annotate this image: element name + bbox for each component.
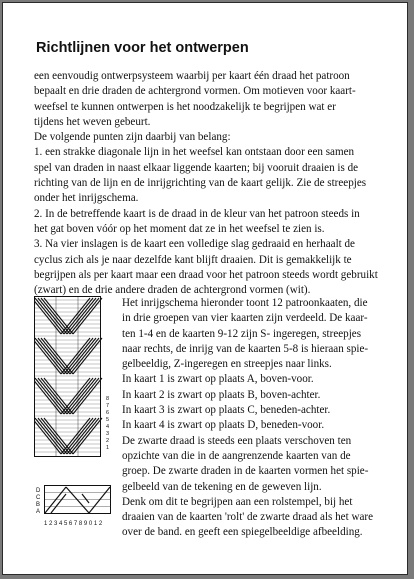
threading-diagram: [34, 296, 118, 536]
row-number: 7: [106, 403, 110, 409]
explanation-line: gelbeeld van de tekening en de geweven lijn.: [122, 480, 322, 493]
explanation-line: Denk om dit te begrijpen aan een rolstempel, bij het: [122, 495, 353, 508]
intro-line: onder het inrijgschema.: [34, 192, 139, 205]
row-number: 5: [106, 417, 110, 423]
explanation-line: In kaart 4 is zwart op plaats D, beneden-voor.: [122, 419, 325, 432]
explanation-text: [122, 296, 394, 541]
row-number: 6: [106, 410, 110, 416]
intro-line: begrijpen als per kaart maar een draad voor het patroon steeds wordt gebruikt: [34, 268, 378, 281]
explanation-line: De zwarte draad is steeds een plaats verschoven ten: [122, 434, 352, 447]
explanation-line: In kaart 3 is zwart op plaats C, beneden-achter.: [122, 404, 331, 417]
explanation-line: naar rechts, de inrijg van de kaarten 5-8 is hieraan spie-: [122, 342, 369, 355]
intro-line: een eenvoudig ontwerpsysteem waarbij per kaart één draad het patroon: [34, 70, 350, 82]
intro-line: (zwart) en de drie andere draden de achtergrond vormen (wit).: [34, 284, 311, 297]
threading-label: A: [36, 509, 41, 515]
intro-line: richting van de lijn en de inrijgrichting van de kaart gelijk. Zie de streepjes: [34, 177, 367, 190]
explanation-line: over de band. en geeft een spiegelbeeldige afbeelding.: [122, 526, 363, 539]
intro-line: 1. een strakke diagonale lijn in het weefsel kan ontstaan door een samen: [34, 146, 355, 159]
intro-line: De volgende punten zijn daarbij van belang:: [34, 131, 231, 144]
explanation-line: In kaart 2 is zwart op plaats B, boven-achter.: [122, 388, 321, 401]
row-number: 2: [106, 438, 110, 444]
intro-line: weefsel te kunnen ontwerpen is het noodzakelijk te begrijpen wat er: [34, 100, 336, 113]
threading-line: [82, 494, 89, 503]
explanation-line: draaien van de kaarten 'rolt' de zwarte draad als het ware: [122, 511, 374, 524]
intro-line: 3. Na vier inslagen is de kaart een volledige slag gedraaid en herhaalt de: [34, 238, 355, 251]
threading-label: B: [36, 502, 41, 508]
threading-label: C: [36, 495, 41, 501]
row-number: 3: [106, 431, 110, 437]
threading-line: [66, 487, 89, 513]
pattern-bands: [34, 297, 102, 457]
explanation-line: groep. De zwarte draden in de kaarten vormen het spie-: [122, 465, 369, 478]
threading-label: D: [36, 488, 41, 494]
explanation-line: ten 1-4 en de kaarten 9-12 zijn S- ingeregen, streepjes: [122, 327, 362, 340]
intro-line: tijdens het weven gebeurt.: [34, 115, 151, 128]
threading-chart: [45, 486, 111, 514]
intro-line: bepaalt en drie draden de achtergrond vormen. Om motieven voor kaart-: [34, 85, 356, 98]
explanation-line: opzichte van die in de aangrenzende kaarten van de: [122, 449, 351, 462]
intro-text: [34, 69, 392, 298]
explanation-line: Het inrijgschema hieronder toont 12 patroonkaaten, die: [122, 297, 368, 309]
threading-labels: [36, 488, 41, 515]
row-numbers: [106, 396, 109, 451]
intro-line: spel van draden in naast elkaar liggende kaarten; bij vooruit draaien is de: [34, 161, 359, 174]
row-number: 1: [106, 445, 110, 451]
row-number: 8: [106, 396, 110, 402]
threading-marks: [45, 487, 111, 513]
explanation-line: gelbeeldig, Z-ingeregen en streepjes naar links.: [122, 358, 332, 371]
threading-line: [45, 487, 66, 513]
intro-line: het gat boven vóór op het moment dat ze in het weefsel te zien is.: [34, 222, 325, 235]
page-heading: Richtlijnen voor het ontwerpen: [36, 40, 249, 56]
document-page: [2, 2, 408, 575]
explanation-line: in drie groepen van vier kaarten zijn verdeeld. De kaar-: [122, 312, 368, 325]
card-numbers: 123456789012: [44, 521, 104, 527]
row-number: 4: [106, 424, 110, 430]
explanation-line: In kaart 1 is zwart op plaats A, boven-voor.: [122, 373, 314, 386]
intro-line: cyclus zich als je naar dezelfde kant blijft draaien. Dit is gemakkelijk te: [34, 253, 352, 266]
intro-line: 2. In de betreffende kaart is de draad in de kleur van het patroon steeds in: [34, 207, 360, 220]
threading-line: [89, 487, 110, 513]
